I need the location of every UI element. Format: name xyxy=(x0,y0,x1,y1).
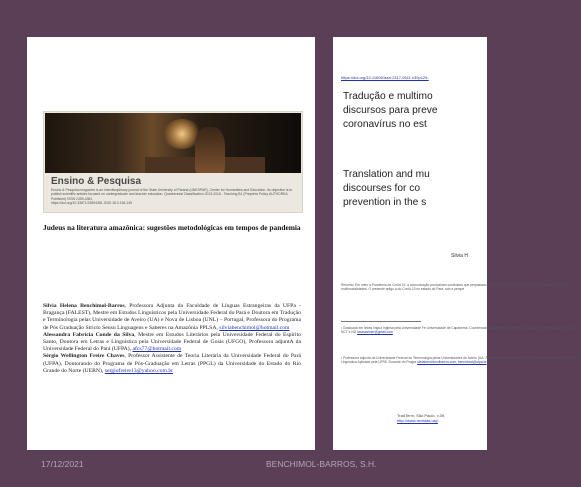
title-line: prevention in the s xyxy=(343,197,427,208)
article-title: Judeus na literatura amazônica: sugestões metodológicas em tempos de pandemia xyxy=(43,223,301,232)
journal-name: Ensino & Pesquisa xyxy=(51,176,142,187)
title-line: discourses for co xyxy=(343,183,421,194)
author-email-link[interactable]: afcs77@hotmail.com xyxy=(132,346,182,353)
journal-link[interactable]: http://www.revistas.usp xyxy=(397,418,438,423)
author-name: Sérgio Wellington Freire Chaves xyxy=(43,353,125,360)
journal-description xyxy=(51,188,295,206)
journal-line: TradTerm, São Paulo, v.39, xyxy=(397,413,446,418)
author-name: Alessandra Fabrícia Conde da Silva xyxy=(43,331,135,338)
footnote-email-link[interactable]: silviabenchimolbarros.com; benchimol@ufpa.br xyxy=(417,360,487,365)
author-entry xyxy=(43,353,301,375)
author-list xyxy=(43,303,301,375)
author-email-link[interactable]: sergiofreire13@yahoo.com.br xyxy=(104,367,174,374)
footnote-1 xyxy=(341,326,581,334)
footnote-divider xyxy=(341,321,421,322)
footnote-text: ² Professora adjunta da Universidade Federal do Terminologia pelas Universidades de Aveiro (UA- Pt) estudos Linguísticos (UFPA). Dip. Assessment in EFL/EL em Linguística Aplicada pela UFPA. Docente do Progra xyxy=(341,356,580,365)
author-entry xyxy=(43,332,301,354)
footnote-text: ¹ Graduada em letras língua Inglesa pela Universidade Fe Universidade de Capanema. Coordenador adjunto do p Membro dos Grupos de Pesquisa (CNPQ) GLA, NCT e ND xyxy=(341,326,579,335)
footnote-email-link[interactable]: lucasaviloer@gmail.com xyxy=(357,330,393,335)
right-document-page xyxy=(333,37,580,450)
doi-link[interactable]: https://doi.org/10.11606/issn.2317-9511.v39p129- xyxy=(341,75,429,80)
author-bio: , Professor Assistente de Teoria Literária da Universidade Federal do Pará (UFPA), Doutorando do Programa de Pós-Graduação em Letras (PPGL) da Universidade do Estado do Rio Grande do Norte (UERN), xyxy=(43,353,301,374)
english-title xyxy=(343,168,543,210)
title-line: discursos para preve xyxy=(343,105,438,116)
footer-author: BENCHIMOL-BARROS, S.H. xyxy=(266,459,377,469)
journal-banner xyxy=(43,111,303,213)
abstract-text: Resumo: Em meio à Pandemia de Covid-19, a comunicação produziram conteúdos que perpassam e proliferam por uma variedade de gêneros tecnologias multimodalidades. O presente artigo a do Covid-19 no estado do Pará, sob a perspe xyxy=(341,283,569,292)
title-line: Tradução e multimo xyxy=(343,91,433,102)
author-name: Silvia Helena Benchimol-Barros xyxy=(43,303,125,309)
portuguese-title xyxy=(343,90,543,132)
author-bio: , Professora Adjunta da Faculdade de Línguas Estrangeiras da UFPa - Bragança (FALEST), Mestre em Estudos Linguísticos pela Universidade Federal do Pará e Doutora em Tradução e Terminologia pelas Universidade de Aveiro (UA) e Nova de Lisboa (UNL) – Portugal, Professora do Programa de Pós Graduação Stricto Sensu Linguagens e Saberes na Amazônia PPLSA, xyxy=(43,303,301,331)
banner-photo xyxy=(45,113,301,173)
journal-doi[interactable]: https://doi.org/10.33871/23594381.2020.18.3.136-149 xyxy=(51,201,133,206)
title-line: Translation and mu xyxy=(343,169,430,180)
footer-date: 17/12/2021 xyxy=(41,459,84,469)
article-author: Silvia H xyxy=(451,253,468,259)
author-email-link[interactable]: silviabenchimol@hotmail.com xyxy=(219,324,290,331)
left-document-page xyxy=(27,37,315,450)
author-entry xyxy=(43,303,301,332)
footnote-2 xyxy=(341,356,581,364)
journal-reference xyxy=(397,413,445,423)
journal-description-text: Ensino & Pesquisa magazine is an interdisciplinary journal of the State University of Paraná (UNESPAR), Center for Humanities and Education. Its objective is to publish scientific articles focused on undergraduate and teacher education. Quadrennial Classification 2013-2016 - Teaching B1 (Preprints Policy AUTHOREA Publisher) ISSN 2359-4381 xyxy=(51,188,293,201)
person-figure xyxy=(195,127,225,173)
author-bio: , Mestre em Estudos Literários pela Universidade Federal do Espírito Santo, Doutora em Letras e Linguística pela Universidade Federal de Goiás (UFGO), Professora adjuntA da Universidade Federal do Pará (UFPA), xyxy=(43,331,301,353)
title-line: coronavírus no est xyxy=(343,119,427,130)
